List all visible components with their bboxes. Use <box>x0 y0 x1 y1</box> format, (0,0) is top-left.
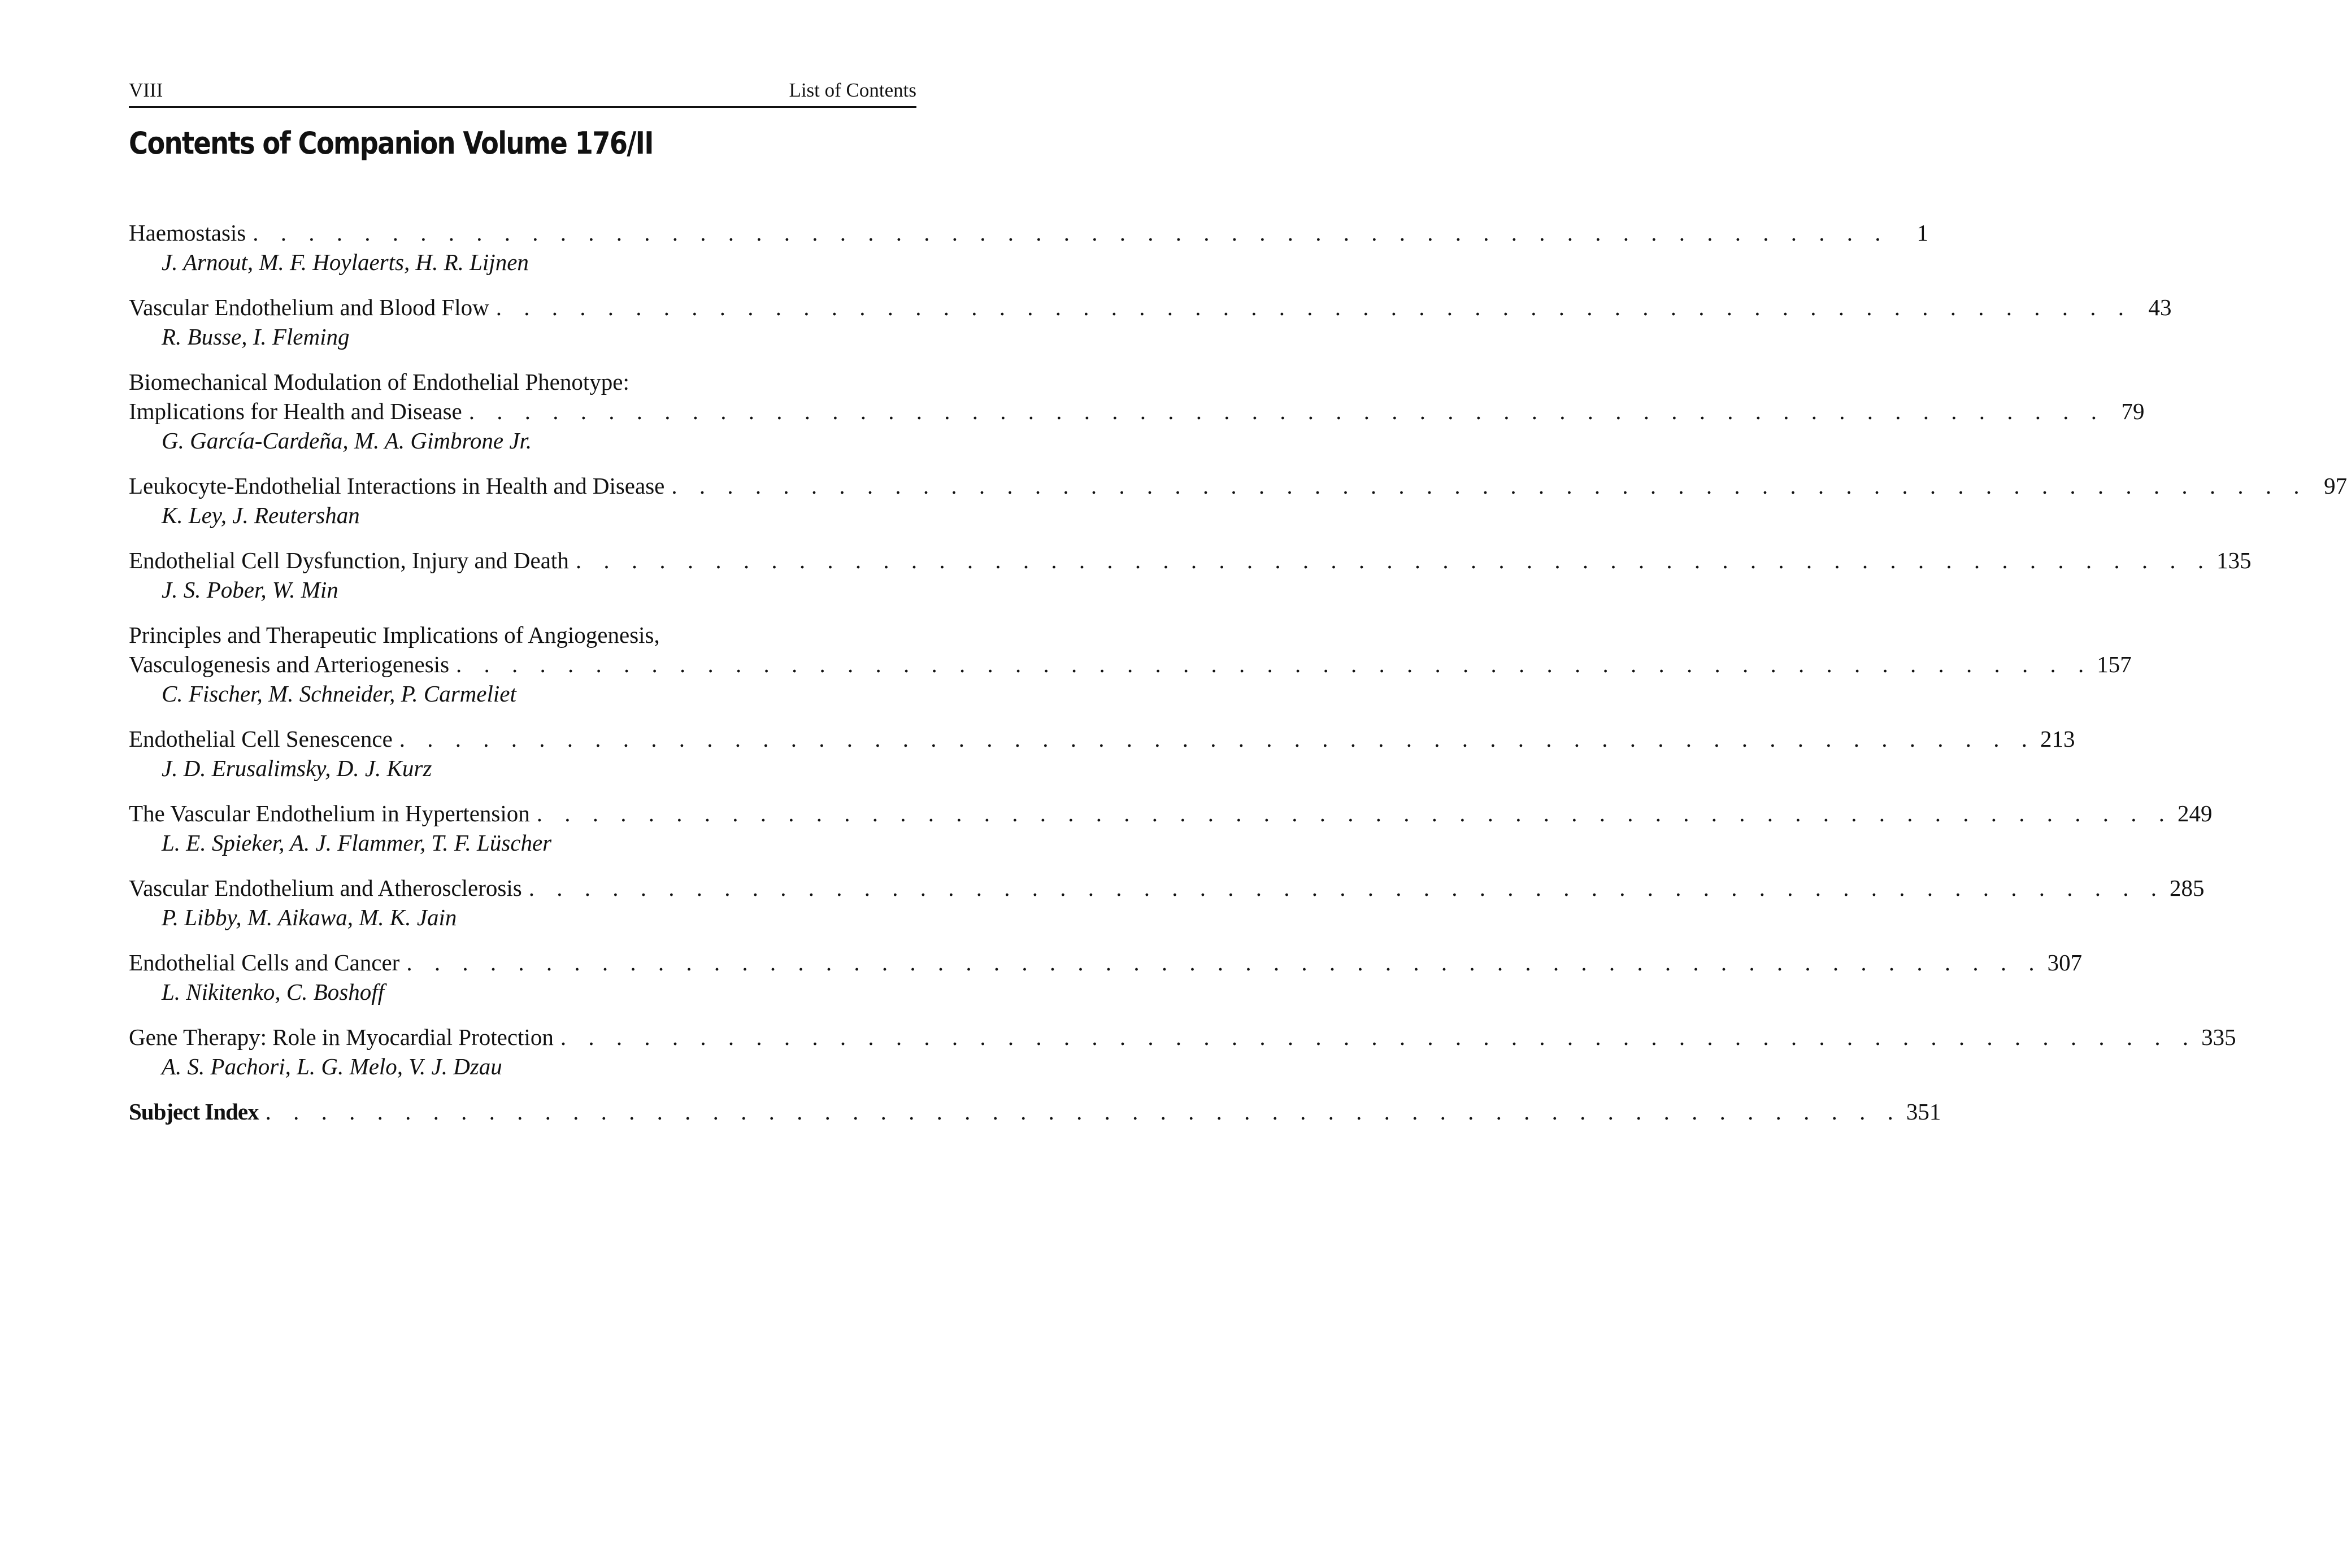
toc-entry <box>129 620 2132 708</box>
toc-entry <box>129 873 2205 932</box>
toc-entry-title-line <box>129 650 2132 679</box>
dot-leader: . . . . . . . . . . . . . . . . . . . . . . . . . . . . . . . . . . . . . . . . . . . . . . . . . . . . . . . . . . . <box>496 294 2132 320</box>
toc-entry <box>129 948 2083 1007</box>
toc-entry-authors: G. García-Cardeña, M. A. Gimbrone Jr. <box>162 428 532 454</box>
toc-entry-title-line <box>129 873 2205 903</box>
toc-page-number: 351 <box>1906 1099 1941 1125</box>
toc-entry-authors: J. S. Pober, W. Min <box>162 577 338 603</box>
dot-leader: . . . . . . . . . . . . . . . . . . . . . . . . . . . . . . . . . . . . . . . . . . . . . . . . . . . . . . . . . . . <box>399 726 2036 752</box>
dot-leader: . . . . . . . . . . . . . . . . . . . . . . . . . . . . . . . . . . . . . . . . . . . . . . . . . . . . . . . . . . . <box>406 949 2043 975</box>
toc-entry-title: Haemostasis <box>129 220 246 246</box>
toc-entry-title: Principles and Therapeutic Implications of Angiogenesis, <box>129 622 660 648</box>
dot-leader: . . . . . . . . . . . . . . . . . . . . . . . . . . . . . . . . . . . . . . . . . . . . . . . . . . . . . . . . . . . <box>253 220 1889 246</box>
toc-entry-title-line <box>129 218 1928 247</box>
toc-entry <box>129 799 2213 857</box>
toc-entry-title-line <box>129 293 2172 322</box>
dot-leader: . . . . . . . . . . . . . . . . . . . . . . . . . . . . . . . . . . . . . . . . . . . . . . . . . . . . . . . . . . . <box>560 1024 2197 1050</box>
toc-page-number: 135 <box>2216 547 2252 573</box>
toc-entry-title-line <box>129 1022 2236 1052</box>
running-header <box>129 77 916 104</box>
toc-page-number: 285 <box>2169 875 2205 901</box>
toc-entry-title-line <box>129 948 2083 977</box>
page-numeral: VIII <box>129 79 163 101</box>
toc-page-number: 307 <box>2047 949 2083 975</box>
toc-page-number: 335 <box>2201 1024 2236 1050</box>
toc-entry-authors: J. D. Erusalimsky, D. J. Kurz <box>162 755 432 781</box>
toc-entry-authors: J. Arnout, M. F. Hoylaerts, H. R. Lijnen <box>162 249 529 275</box>
toc-entry-title-line <box>129 367 916 397</box>
toc-subject-index-line <box>129 1097 1941 1126</box>
toc-page-number: 43 <box>2148 294 2172 320</box>
dot-leader: . . . . . . . . . . . . . . . . . . . . . . . . . . . . . . . . . . . . . . . . . . . . . . . . . . . . . . . . . . . <box>265 1099 1902 1125</box>
header-rule <box>129 106 916 108</box>
toc-entry-title: Endothelial Cells and Cancer <box>129 949 400 975</box>
toc-entry-title: Implications for Health and Disease <box>129 398 462 424</box>
toc-entry-authors: K. Ley, J. Reutershan <box>162 502 360 528</box>
toc-entry <box>129 367 2145 455</box>
toc-entry-authors: L. Nikitenko, C. Boshoff <box>162 979 385 1005</box>
document-page <box>129 0 2347 1568</box>
toc-subject-index <box>129 1097 1941 1126</box>
toc-entry-title-line <box>129 620 916 650</box>
toc-entry-title-line <box>129 724 2075 753</box>
toc-entry <box>129 724 2075 783</box>
toc-entry <box>129 218 1928 277</box>
dot-leader: . . . . . . . . . . . . . . . . . . . . . . . . . . . . . . . . . . . . . . . . . . . . . . . . . . . . . . . . . . . <box>468 398 2105 424</box>
toc-page-number: 213 <box>2040 726 2075 752</box>
toc-entry-title: Leukocyte-Endothelial Interactions in Health and Disease <box>129 473 665 499</box>
toc-entry-title: Subject Index <box>129 1099 259 1125</box>
toc-entry-title: Biomechanical Modulation of Endothelial Phenotype: <box>129 369 629 395</box>
dot-leader: . . . . . . . . . . . . . . . . . . . . . . . . . . . . . . . . . . . . . . . . . . . . . . . . . . . . . . . . . . . <box>528 875 2165 901</box>
toc-entry-authors: P. Libby, M. Aikawa, M. K. Jain <box>162 904 457 930</box>
dot-leader: . . . . . . . . . . . . . . . . . . . . . . . . . . . . . . . . . . . . . . . . . . . . . . . . . . . . . . . . . . . <box>575 547 2212 573</box>
toc-entry-title-line <box>129 799 2213 828</box>
table-of-contents <box>129 218 2347 1142</box>
toc-entry-title-line <box>129 546 2252 575</box>
toc-entry <box>129 293 2172 351</box>
toc-page-number: 249 <box>2178 800 2213 826</box>
toc-entry-title: Endothelial Cell Dysfunction, Injury and Death <box>129 547 569 573</box>
toc-entry-title-line <box>129 397 2145 426</box>
dot-leader: . . . . . . . . . . . . . . . . . . . . . . . . . . . . . . . . . . . . . . . . . . . . . . . . . . . . . . . . . . . <box>536 800 2173 826</box>
toc-entry <box>129 471 2347 530</box>
dot-leader: . . . . . . . . . . . . . . . . . . . . . . . . . . . . . . . . . . . . . . . . . . . . . . . . . . . . . . . . . . . <box>671 473 2308 499</box>
dot-leader: . . . . . . . . . . . . . . . . . . . . . . . . . . . . . . . . . . . . . . . . . . . . . . . . . . . . . . . . . . . <box>456 651 2092 677</box>
toc-entry-authors: C. Fischer, M. Schneider, P. Carmeliet <box>162 681 516 707</box>
toc-entry-title: Endothelial Cell Senescence <box>129 726 393 752</box>
toc-page-number: 157 <box>2097 651 2132 677</box>
toc-entry-authors: L. E. Spieker, A. J. Flammer, T. F. Lüscher <box>162 830 552 856</box>
toc-entry-title-line <box>129 471 2347 500</box>
toc-entry-title: The Vascular Endothelium in Hypertension <box>129 800 530 826</box>
toc-page-number: 97 <box>2324 473 2347 499</box>
page-title: Contents of Companion Volume 176/II <box>129 125 653 161</box>
toc-entry-authors: A. S. Pachori, L. G. Melo, V. J. Dzau <box>162 1053 502 1079</box>
toc-entry-title: Vascular Endothelium and Atherosclerosis <box>129 875 522 901</box>
toc-entry-title: Gene Therapy: Role in Myocardial Protection <box>129 1024 554 1050</box>
toc-entry <box>129 1022 2236 1081</box>
toc-entry-title: Vasculogenesis and Arteriogenesis <box>129 651 450 677</box>
toc-page-number: 79 <box>2121 398 2145 424</box>
toc-entry-authors: R. Busse, I. Fleming <box>162 324 350 350</box>
running-header-section: List of Contents <box>789 79 916 101</box>
toc-page-number: 1 <box>1916 220 1928 246</box>
toc-entry <box>129 546 2252 604</box>
toc-entry-title: Vascular Endothelium and Blood Flow <box>129 294 489 320</box>
